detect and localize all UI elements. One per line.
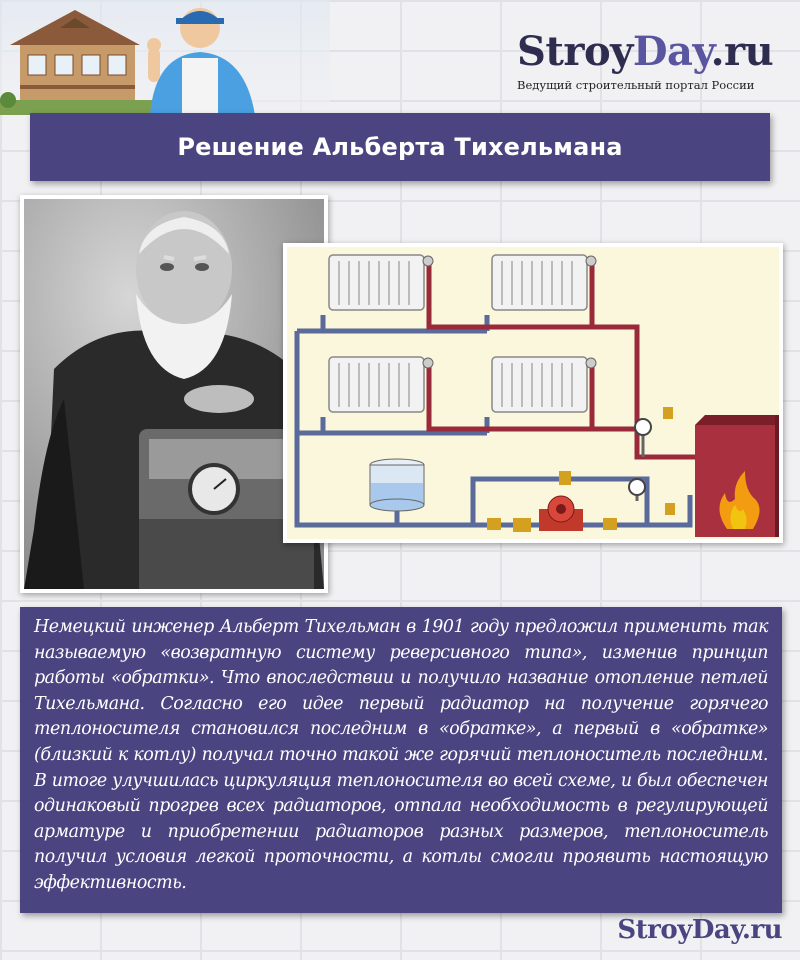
portrait-photo (20, 195, 328, 593)
title-banner (30, 113, 770, 181)
brand-part-ru: .ru (710, 28, 774, 75)
radiator-bottom-left (329, 357, 433, 412)
footer-brand-link[interactable]: StroyDay.ru (617, 915, 782, 945)
radiator-top-right (492, 255, 596, 310)
description-text: Немецкий инженер Альберт Тихельман в 1901 году предложил применить так называемую «возвратную систему реверсивного типа», изменив принцип работы «обратки». Что впоследствии и получило название отопление петлей Тихельмана. Согласно его идее первый радиатор на получение горячего теплоносителя становился последним в «обратке», а первый в «обратке» (близкий к котлу) получал точно такой же горячий теплоноситель последним. В итоге улучшилась циркуляция теплоносителя во всей схеме, и был обеспечен одинаковый прогрев всех радиаторов, отпала необходимость в регулирующей арматуре и приобретении радиаторов разных размеров, теплоноситель получил условия легкой проточности, а котлы смогли проявить настоящую эффективность. (34, 617, 768, 893)
tichelmann-heating-diagram (283, 243, 783, 543)
radiator-top-left (329, 255, 433, 310)
brand-tagline: Ведущий строительный портал России (517, 78, 755, 92)
page-title: Решение Альберта Тихельмана (177, 133, 623, 161)
radiator-bottom-right (492, 357, 596, 412)
boiler (695, 415, 779, 537)
header-illustration (0, 0, 330, 115)
brand-part-day: Day (632, 28, 711, 75)
brand-logo[interactable] (517, 30, 773, 92)
brand-part-stroy: Stroy (517, 28, 633, 75)
expansion-tank (370, 459, 424, 511)
description-box (20, 607, 782, 913)
brand-name (517, 30, 773, 74)
